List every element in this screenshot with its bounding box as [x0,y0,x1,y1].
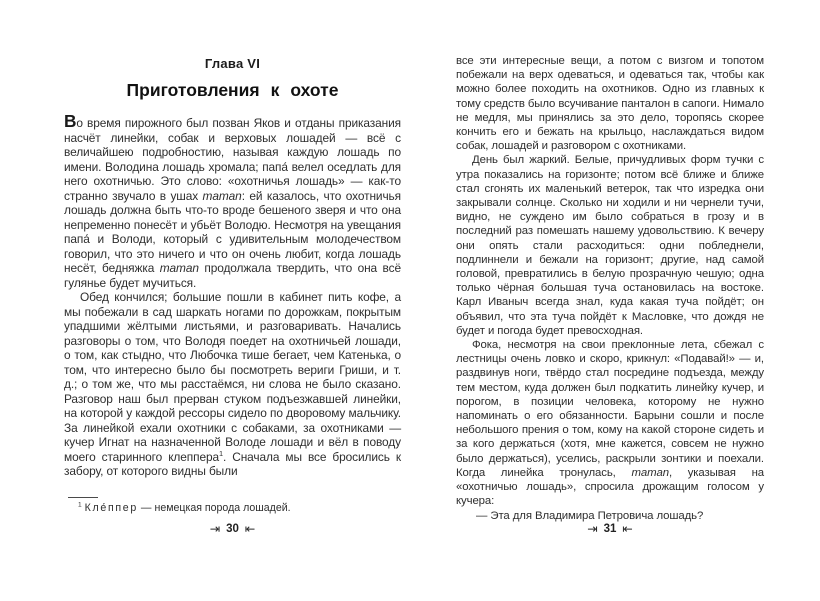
left-page [64,56,401,479]
paragraph: Во время пирожного был позван Яков и отданы приказания насчёт линейки, собак и верховых лошадей — всё с величайшею подробностию, называя каждую лошадь по имени. Володина лошадь хромала; папа́ велел оседлать для него охотничью. Это слово: «охотничья лошадь» — как-то странно звучало в ушах maman: ей казалось, что охотничья лошадь должна быть что-то вроде бешеного зверя и что она непременно понесёт и убьёт Володю. Несмотря на увещания папа́ и Володи, который с удивительным молодечеством говорил, что это ничего и что он очень любит, когда лошадь несёт, бедняжка maman продолжала твердить, что она всё гулянье будет мучиться. [64,111,401,290]
footnote-text: $^1$ Кле́ппер — немецкая порода лошадей. [78,501,291,514]
paragraph: все эти интересные вещи, а потом с визгом и топотом побежали на верх одеваться, и одеваться так, чтобы как можно более походить на охотников. Одно из главных к тому средств было всучивание панталон в сапоги. Нимало не медля, мы принялись за это дело, торопясь скорее кончить его и бежать на крыльцо, наслаждаться видом собак, лошадей и разговором с охотниками. [456,55,764,153]
paragraph: Фока, несмотря на свои преклонные лета, сбежал с лестницы очень ловко и скоро, крикнул: «Подавай!» — и, раздвинув ноги, твёрдо стал посредине подъезда, между тем местом, куда должен был подкатить линейку кучер, и порогом, в позиции человека, которому не нужно напоминать о его обязанности. Барыни сошли и после небольшого прения о том, кому на какой стороне сидеть и за кого держаться (хотя, мне кажется, совсем не нужно было держаться), уселись, раскрыли зонтики и поехали. Когда линейка тронулась, maman, указывая на «охотничью лошадь», спросила дрожащим голосом у кучера: [456,339,764,508]
page-ornament-right-icon: ⇤ [622,521,633,536]
footnote-rule [68,497,98,498]
page-number-right [456,520,764,535]
page-number-value: 30 [226,523,239,535]
chapter-heading: Глава VI [204,56,261,71]
footnote [64,497,401,515]
right-page [456,54,764,523]
page-ornament-left-icon: ⇥ [209,521,221,536]
page-number-left [64,520,401,535]
paragraph: Обед кончился; большие пошли в кабинет пить кофе, а мы побежали в сад шаркать ногами по дорожкам, покрытым упадшими жёлтыми листьями, и разговаривать. Начались разговоры о том, что Володя поедет на охотничьей лошади, о том, как стыдно, что Любочка тише бегает, чем Катенька, о том, что интересно было бы посмотреть вериги Гриши, и т. д.; о том же, что мы расстаёмся, ни слова не было сказано. Разговор наш был прерван стуком подъезжавшей линейки, на которой у каждой рессоры сидело по дворовому мальчику. За линейкой ехали охотники с собаками, за охотниками — кучер Игнат на назначенной Володе лошади и вёл в поводу моего старинного клеппера$^1$. Сначала мы все бросились к забору, от которого видны были [64,290,401,478]
paragraph: День был жаркий. Белые, причудливых форм тучки с утра показались на горизонте; потом всё ближе и ближе стал сгонять их маленький ветерок, так что изредка они закрывали солнце. Сколько ни ходили и ни чернели тучи, видно, не суждено им было собраться в грозу и в последний раз помешать нашему удовольствию. К вечеру они опять стали расходиться: одни побледнели, подлиннели и бежали на горизонт; другие, над самой головой, превратились в белую прозрачную чешую; одна только чёрная большая туча остановилась на востоке. Карл Иваныч всегда знал, куда какая туча пойдёт; он объявил, что эта туча пойдёт к Масловке, что дождя не будет и погода будет превосходная. [456,154,764,337]
chapter-title: Приготовления к охоте [126,80,339,100]
page-ornament-right-icon: ⇤ [244,521,256,536]
page-number-value: 31 [603,523,617,535]
page-ornament-left-icon: ⇥ [587,521,598,536]
dialogue-line: — Эта для Владимира Петровича лошадь? [476,509,704,522]
